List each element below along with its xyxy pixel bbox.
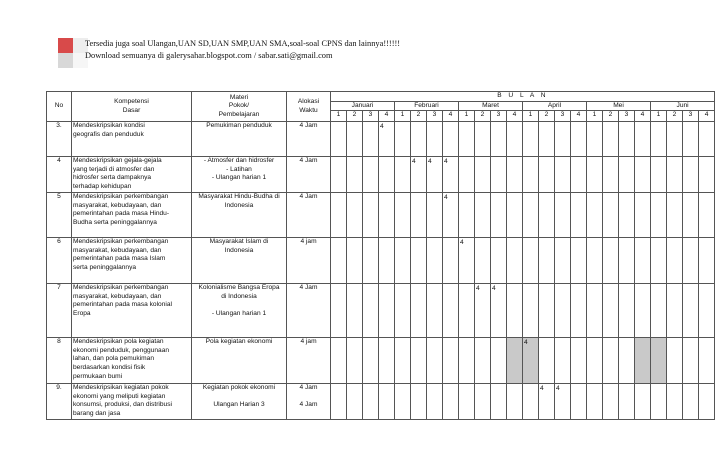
week-cell xyxy=(331,338,347,384)
week-cell xyxy=(699,238,715,284)
week-cell xyxy=(475,238,491,284)
materi-line: - Ulangan harian 1 xyxy=(211,174,267,182)
week-cell xyxy=(667,193,683,238)
week-cell: 4 xyxy=(443,157,459,193)
week-cell: 4 xyxy=(523,338,539,384)
week-cell xyxy=(507,338,523,384)
week-cell xyxy=(363,122,379,157)
week-cell xyxy=(427,338,443,384)
header-month: Februari xyxy=(395,101,459,111)
week-cell xyxy=(683,122,699,157)
week-cell xyxy=(395,384,411,420)
header-alokasi: Alokasi Waktu xyxy=(287,92,331,122)
week-cell xyxy=(411,338,427,384)
week-cell xyxy=(523,384,539,420)
week-cell xyxy=(587,193,603,238)
header-week: 3 xyxy=(619,111,635,122)
week-cell xyxy=(491,193,507,238)
kompetensi-line: masyarakat, kebudayaan, dan xyxy=(73,201,162,209)
week-cell xyxy=(395,238,411,284)
waktu-line: 4 Jam xyxy=(299,193,318,201)
row-number: 9. xyxy=(47,384,72,420)
kompetensi-line: masyarakat, kebudayaan, dan xyxy=(73,246,162,254)
week-cell xyxy=(427,193,443,238)
materi-pokok xyxy=(192,193,287,238)
week-cell: 4 xyxy=(491,284,507,338)
header-materi: Materi Pokok/ Pembelajaran xyxy=(192,92,287,122)
week-cell xyxy=(491,122,507,157)
week-cell xyxy=(571,284,587,338)
materi-line: Masyarakat Hindu-Budha di xyxy=(198,193,280,201)
row-number: 8 xyxy=(47,338,72,384)
kompetensi-dasar xyxy=(72,238,192,284)
materi-line: Pemukiman penduduk xyxy=(206,122,272,130)
week-cell xyxy=(443,338,459,384)
week-cell xyxy=(363,284,379,338)
header-no: No xyxy=(47,92,72,122)
week-cell xyxy=(347,122,363,157)
week-cell xyxy=(635,338,651,384)
week-cell xyxy=(395,122,411,157)
week-cell xyxy=(395,284,411,338)
week-cell xyxy=(539,122,555,157)
week-cell xyxy=(619,122,635,157)
week-cell xyxy=(603,338,619,384)
week-cell xyxy=(347,238,363,284)
header-kompetensi: Kompetensi Dasar xyxy=(72,92,192,122)
week-cell xyxy=(635,384,651,420)
week-cell xyxy=(411,122,427,157)
week-cell xyxy=(555,238,571,284)
waktu-line: 4 jam xyxy=(300,338,317,346)
week-cell xyxy=(491,157,507,193)
week-cell xyxy=(427,238,443,284)
header-week: 4 xyxy=(571,111,587,122)
week-cell xyxy=(363,384,379,420)
week-cell xyxy=(651,384,667,420)
week-cell xyxy=(571,157,587,193)
week-cell xyxy=(411,284,427,338)
kompetensi-line: Mendeskripsikan perkembangan xyxy=(73,238,169,246)
week-cell xyxy=(507,193,523,238)
kompetensi-line: Eropa xyxy=(73,309,91,317)
week-cell xyxy=(619,193,635,238)
week-cell xyxy=(667,122,683,157)
week-cell xyxy=(459,338,475,384)
promo-line-2: Download semuanya di galerysahar.blogspot.com / sabar.sati@gmail.com xyxy=(85,50,333,60)
alokasi-waktu xyxy=(287,122,331,157)
alokasi-waktu xyxy=(287,157,331,193)
week-cell xyxy=(411,384,427,420)
table-row xyxy=(47,238,715,284)
week-cell xyxy=(443,122,459,157)
kompetensi-dasar xyxy=(72,338,192,384)
kompetensi-line: berdasarkan kondisi fisik xyxy=(73,363,146,371)
week-cell xyxy=(587,157,603,193)
week-cell xyxy=(427,122,443,157)
kompetensi-line: masyarakat, kebudayaan, dan xyxy=(73,292,162,300)
week-cell xyxy=(699,284,715,338)
week-cell xyxy=(523,284,539,338)
header-week: 3 xyxy=(491,111,507,122)
week-cell xyxy=(555,157,571,193)
kompetensi-line: hidrosfer serta dampaknya xyxy=(73,174,152,182)
week-cell xyxy=(347,338,363,384)
materi-line: Pola kegiatan ekonomi xyxy=(205,338,273,346)
week-cell xyxy=(539,193,555,238)
kompetensi-dasar xyxy=(72,193,192,238)
waktu-line: 4 Jam xyxy=(299,401,318,409)
week-cell xyxy=(667,238,683,284)
kompetensi-dasar xyxy=(72,284,192,338)
week-cell xyxy=(587,238,603,284)
week-cell xyxy=(555,338,571,384)
alokasi-waktu xyxy=(287,384,331,420)
week-cell xyxy=(395,157,411,193)
week-cell xyxy=(331,384,347,420)
week-cell xyxy=(683,284,699,338)
week-cell xyxy=(459,193,475,238)
kompetensi-line: lahan, dan pola pemukiman xyxy=(73,355,155,363)
header-week: 2 xyxy=(475,111,491,122)
row-number: 7 xyxy=(47,284,72,338)
header-week: 3 xyxy=(427,111,443,122)
kompetensi-line: yang terjadi di atmosfer dan xyxy=(73,165,155,173)
waktu-line: 4 jam xyxy=(300,238,317,246)
week-cell xyxy=(507,384,523,420)
week-cell: 4 xyxy=(459,238,475,284)
week-cell xyxy=(619,338,635,384)
header-week: 3 xyxy=(555,111,571,122)
week-cell xyxy=(619,284,635,338)
kompetensi-line: pemerintahan pada masa Islam xyxy=(73,255,166,263)
header-week: 3 xyxy=(363,111,379,122)
week-cell xyxy=(507,122,523,157)
week-cell xyxy=(635,238,651,284)
week-cell: 4 xyxy=(475,284,491,338)
materi-line xyxy=(193,393,285,402)
header-week: 2 xyxy=(347,111,363,122)
week-cell xyxy=(555,193,571,238)
week-cell xyxy=(603,238,619,284)
header-bulan: B U L A N xyxy=(331,92,715,102)
header-week: 4 xyxy=(507,111,523,122)
materi-line: Masyarakat Islam di xyxy=(209,238,269,246)
kompetensi-line: konsumsi, produksi, dan distribusi xyxy=(73,401,172,409)
week-cell xyxy=(427,384,443,420)
week-cell xyxy=(683,193,699,238)
week-cell xyxy=(571,338,587,384)
week-cell xyxy=(539,157,555,193)
week-cell xyxy=(699,122,715,157)
kompetensi-line: Mendeskripsikan pola kegiatan xyxy=(73,338,164,346)
week-cell: 4 xyxy=(411,157,427,193)
row-number: 4 xyxy=(47,157,72,193)
header-week: 1 xyxy=(395,111,411,122)
week-cell xyxy=(699,193,715,238)
week-cell xyxy=(635,157,651,193)
alokasi-waktu xyxy=(287,284,331,338)
kompetensi-line: Mendeskripsikan kondisi xyxy=(73,122,145,130)
week-cell xyxy=(475,193,491,238)
kompetensi-line: pemerintahan pada masa kolonial xyxy=(73,301,172,309)
week-cell xyxy=(475,122,491,157)
week-cell xyxy=(699,157,715,193)
waktu-line: 4 Jam xyxy=(299,122,318,130)
kompetensi-line: Mendeskripsikan perkembangan xyxy=(73,193,169,201)
week-cell xyxy=(475,384,491,420)
week-cell xyxy=(379,238,395,284)
week-cell xyxy=(507,284,523,338)
week-cell xyxy=(635,284,651,338)
week-cell xyxy=(347,193,363,238)
waktu-line: 4 Jam xyxy=(299,384,318,392)
table-row xyxy=(47,157,715,193)
header-week: 4 xyxy=(443,111,459,122)
week-cell xyxy=(523,122,539,157)
materi-line: Kolonialisme Bangsa Eropa xyxy=(198,284,280,292)
week-cell xyxy=(475,157,491,193)
week-cell: 4 xyxy=(427,157,443,193)
week-cell xyxy=(699,338,715,384)
header-week: 2 xyxy=(603,111,619,122)
week-cell xyxy=(459,122,475,157)
week-cell xyxy=(603,122,619,157)
week-cell xyxy=(603,284,619,338)
week-cell: 4 xyxy=(443,193,459,238)
materi-line: Indonesia xyxy=(224,246,254,254)
week-cell xyxy=(683,338,699,384)
week-cell xyxy=(587,338,603,384)
kompetensi-line: Mendeskripsikan kegiatan pokok xyxy=(73,384,169,392)
week-cell xyxy=(571,238,587,284)
week-cell xyxy=(379,284,395,338)
header-week: 1 xyxy=(587,111,603,122)
waktu-line xyxy=(288,393,329,402)
materi-pokok xyxy=(192,384,287,420)
table-row xyxy=(47,193,715,238)
week-cell xyxy=(523,157,539,193)
week-cell xyxy=(443,238,459,284)
materi-line: - Ulangan harian 1 xyxy=(211,309,267,317)
table-row xyxy=(47,284,715,338)
materi-line: Indonesia xyxy=(224,201,254,209)
week-cell xyxy=(619,157,635,193)
header-week: 1 xyxy=(459,111,475,122)
week-cell xyxy=(507,238,523,284)
header-week: 1 xyxy=(331,111,347,122)
week-cell xyxy=(555,122,571,157)
header-week: 4 xyxy=(699,111,715,122)
week-cell xyxy=(587,122,603,157)
kompetensi-line: Budha serta peninggalannya xyxy=(73,218,157,226)
week-cell xyxy=(651,122,667,157)
week-cell xyxy=(699,384,715,420)
week-cell xyxy=(491,384,507,420)
week-cell xyxy=(363,193,379,238)
week-cell xyxy=(571,122,587,157)
week-cell xyxy=(347,157,363,193)
week-cell xyxy=(603,193,619,238)
table-row xyxy=(47,338,715,384)
week-cell xyxy=(651,193,667,238)
kompetensi-line: serta peninggalannya xyxy=(73,263,137,271)
header-week: 1 xyxy=(523,111,539,122)
week-cell: 4 xyxy=(539,384,555,420)
week-cell xyxy=(683,384,699,420)
kompetensi-dasar xyxy=(72,157,192,193)
kompetensi-dasar xyxy=(72,384,192,420)
week-cell xyxy=(651,157,667,193)
week-cell xyxy=(539,238,555,284)
materi-pokok xyxy=(192,338,287,384)
week-cell xyxy=(475,338,491,384)
week-cell xyxy=(491,238,507,284)
row-number: 5 xyxy=(47,193,72,238)
week-cell xyxy=(491,338,507,384)
week-cell xyxy=(427,284,443,338)
materi-pokok xyxy=(192,284,287,338)
materi-line: - Latihan xyxy=(226,165,252,173)
header-week: 4 xyxy=(379,111,395,122)
red-square-logo xyxy=(58,38,73,53)
week-cell xyxy=(331,157,347,193)
week-cell xyxy=(379,193,395,238)
week-cell xyxy=(443,384,459,420)
week-cell xyxy=(363,157,379,193)
week-cell xyxy=(635,122,651,157)
week-cell xyxy=(459,384,475,420)
table-row xyxy=(47,384,715,420)
week-cell xyxy=(651,238,667,284)
materi-line: di Indonesia xyxy=(221,292,257,300)
week-cell xyxy=(603,384,619,420)
week-cell xyxy=(459,157,475,193)
week-cell xyxy=(459,284,475,338)
materi-pokok xyxy=(192,122,287,157)
week-cell xyxy=(635,193,651,238)
week-cell xyxy=(395,338,411,384)
materi-line: Ulangan Harian 3 xyxy=(213,401,265,409)
kompetensi-line: permukaan bumi xyxy=(73,372,123,380)
waktu-line: 4 Jam xyxy=(299,284,318,292)
schedule-table xyxy=(46,91,715,420)
waktu-line: 4 Jam xyxy=(299,157,318,165)
week-cell xyxy=(411,193,427,238)
alokasi-waktu xyxy=(287,238,331,284)
week-cell xyxy=(667,384,683,420)
table-row xyxy=(47,122,715,157)
week-cell xyxy=(587,284,603,338)
week-cell xyxy=(539,338,555,384)
week-cell xyxy=(411,238,427,284)
header-month: Maret xyxy=(459,101,523,111)
kompetensi-line: Mendeskripsikan gejala-gejala xyxy=(73,157,162,165)
week-cell xyxy=(363,338,379,384)
week-cell xyxy=(683,238,699,284)
week-cell: 4 xyxy=(555,384,571,420)
kompetensi-line: barang dan jasa xyxy=(73,409,121,417)
header-week: 2 xyxy=(411,111,427,122)
week-cell xyxy=(619,384,635,420)
promo-line-1: Tersedia juga soal Ulangan,UAN SD,UAN SMP,UAN SMA,soal-soal CPNS dan lainnya!!!!!! xyxy=(85,39,401,48)
week-cell xyxy=(587,384,603,420)
week-cell xyxy=(683,157,699,193)
grey-square-logo xyxy=(58,53,73,68)
week-cell xyxy=(395,193,411,238)
week-cell xyxy=(603,157,619,193)
week-cell xyxy=(331,122,347,157)
header-week: 2 xyxy=(539,111,555,122)
header-row-1 xyxy=(47,92,715,102)
week-cell xyxy=(619,238,635,284)
header-month: Mei xyxy=(587,101,651,111)
week-cell xyxy=(331,284,347,338)
header-week: 2 xyxy=(667,111,683,122)
row-number: 3. xyxy=(47,122,72,157)
header-week: 4 xyxy=(635,111,651,122)
week-cell xyxy=(347,284,363,338)
row-number: 6 xyxy=(47,238,72,284)
header-month: Januari xyxy=(331,101,395,111)
header-month: April xyxy=(523,101,587,111)
week-cell xyxy=(347,384,363,420)
materi-line xyxy=(193,301,285,310)
kompetensi-line: ekonomi yang meliputi kegiatan xyxy=(73,392,166,400)
week-cell xyxy=(331,193,347,238)
week-cell xyxy=(331,238,347,284)
materi-line: - Atmosfer dan hidrosfer xyxy=(203,157,275,165)
week-cell xyxy=(379,338,395,384)
materi-line: Kegiatan pokok ekonomi xyxy=(202,384,276,392)
materi-pokok xyxy=(192,157,287,193)
week-cell: 4 xyxy=(379,122,395,157)
week-cell xyxy=(571,384,587,420)
week-cell xyxy=(443,284,459,338)
week-cell xyxy=(539,284,555,338)
kompetensi-line: geografis dan penduduk xyxy=(73,130,144,138)
kompetensi-line: pemerintahan pada masa Hindu- xyxy=(73,210,170,218)
week-cell xyxy=(507,157,523,193)
week-cell xyxy=(667,338,683,384)
header-week: 3 xyxy=(683,111,699,122)
kompetensi-line: Mendeskripsikan perkembangan xyxy=(73,284,169,292)
kompetensi-line: ekonomi penduduk, penggunaan xyxy=(73,346,170,354)
header-week: 1 xyxy=(651,111,667,122)
week-cell xyxy=(523,238,539,284)
week-cell xyxy=(555,284,571,338)
week-cell xyxy=(523,193,539,238)
week-cell xyxy=(363,238,379,284)
week-cell xyxy=(571,193,587,238)
week-cell xyxy=(667,157,683,193)
alokasi-waktu xyxy=(287,338,331,384)
materi-pokok xyxy=(192,238,287,284)
week-cell xyxy=(651,338,667,384)
week-cell xyxy=(667,284,683,338)
week-cell xyxy=(379,157,395,193)
kompetensi-dasar xyxy=(72,122,192,157)
kompetensi-line: terhadap kehidupan xyxy=(73,182,132,190)
week-cell xyxy=(651,284,667,338)
week-cell xyxy=(379,384,395,420)
alokasi-waktu xyxy=(287,193,331,238)
header-month: Juni xyxy=(651,101,715,111)
